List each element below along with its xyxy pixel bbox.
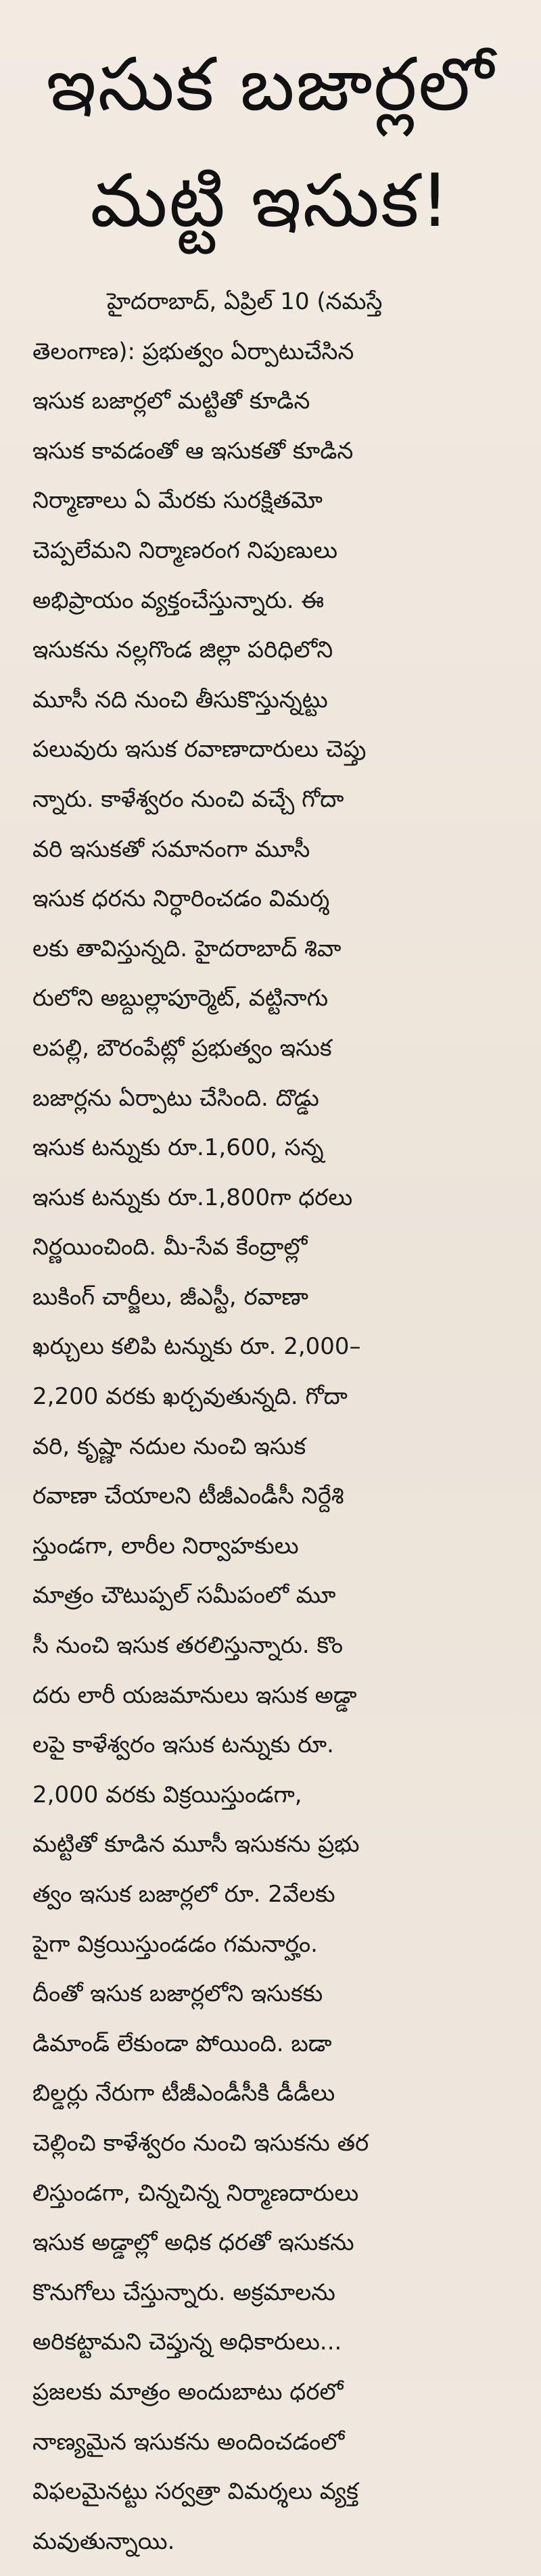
article-line: విఫలమైనట్టు సర్వత్రా విమర్శలు వ్యక్త xyxy=(32,2478,358,2506)
article-line: 2,000 వరకు విక్రయిస్తుండగా, xyxy=(32,1781,302,1808)
article-line: బిల్డర్లు నేరుగా టీజీఎండీసీకి డీడీలు xyxy=(32,2080,335,2107)
article-line: ఇసుక కావడంతో ఆ ఇసుకతో కూడిన xyxy=(32,437,354,465)
article-line: బజార్లను ఏర్పాటు చేసింది. దొడ్డు xyxy=(32,1084,319,1112)
headline-line-1: ఇసుక బజార్లలో xyxy=(46,43,495,127)
article-line: త్వం ఇసుక బజార్లలో రూ. 2వేలకు xyxy=(32,1881,335,1908)
article-line: ఖర్చులు కలిపి టన్నుకు రూ. 2,000– xyxy=(32,1333,361,1361)
article-line: హైదరాబాద్, ఏప్రిల్ 10 (నమస్తే xyxy=(107,288,383,315)
article-line: నిర్ణయించింది. మీ-సేవ కేంద్రాల్లో xyxy=(32,1234,308,1261)
article-line: కొనుగోలు చేస్తున్నారు. అక్రమాలను xyxy=(32,2278,335,2306)
article-line: ఇసుక బజార్లలో మట్టితో కూడిన xyxy=(32,388,310,415)
article-line: మూసీ నది నుంచి తీసుకొస్తున్నట్టు xyxy=(32,686,328,713)
article-line: నాణ్యమైన ఇసుకను అందించడంలో xyxy=(32,2428,345,2456)
article-line: ఇసుక అడ్డాల్లో అధిక ధరతో ఇసుకను xyxy=(32,2229,354,2257)
article-line: ఇసుక టన్నుకు రూ.1,800గా ధరలు xyxy=(32,1184,353,1211)
article-line: లిస్తుండగా, చిన్నచిన్న నిర్మాణదారులు xyxy=(32,2179,359,2207)
article-line: మట్టితో కూడిన మూసీ ఇసుకను ప్రభు xyxy=(32,1831,360,1858)
headline xyxy=(0,0,541,260)
article-line: న్నారు. కాళేశ్వరం నుంచి వచ్చే గోదా xyxy=(32,785,344,813)
article-line: తెలంగాణ): ప్రభుత్వం ఏర్పాటుచేసిన xyxy=(32,337,354,365)
article-line: చెల్లించి కాళేశ్వరం నుంచి ఇసుకను తర xyxy=(32,2129,369,2157)
article-line: 2,200 వరకు ఖర్చవుతున్నది. గోదా xyxy=(32,1383,348,1411)
article-line: సీ నుంచి ఇసుక తరలిస్తున్నారు. కొం xyxy=(32,1632,344,1660)
article-line: రవాణా చేయాలని టీజీఎండీసీ నిర్దేశి xyxy=(32,1482,344,1510)
article-line: డిమాండ్ లేకుండా పోయింది. బడా xyxy=(32,2030,332,2057)
article-line: నిర్మాణాలు ఏ మేరకు సురక్షితమో xyxy=(32,487,323,515)
article-line: లకు తావిస్తున్నది. హైదరాబాద్ శివా xyxy=(32,935,342,962)
article-line: ఇసుకను నల్లగొండ జిల్లా పరిధిలోని xyxy=(32,636,333,664)
article-line: అభిప్రాయం వ్యక్తంచేస్తున్నారు. ఈ xyxy=(32,586,325,614)
article-line: చెప్పలేమని నిర్మాణరంగ నిపుణులు xyxy=(32,536,338,564)
article-line: మవుతున్నాయి. xyxy=(32,2527,175,2555)
article-line: పలువురు ఇసుక రవాణాదారులు చెప్తు xyxy=(32,736,367,764)
article-line: స్తుండగా, లారీల నిర్వాహకులు xyxy=(32,1532,299,1560)
article-line: వరి ఇసుకతో సమానంగా మూసీ xyxy=(32,835,310,863)
article-body xyxy=(32,277,506,2567)
article-line: మాత్రం చౌటుప్పల్ సమీపంలో మూ xyxy=(32,1582,336,1610)
headline-line-2: మట్టి ఇసుక! xyxy=(90,159,451,243)
article-line: దీంతో ఇసుక బజార్లలోని ఇసుకకు xyxy=(32,1980,323,2008)
article-line: బుకింగ్ చార్జీలు, జీఎస్టీ, రవాణా xyxy=(32,1283,308,1311)
article-line: దరు లారీ యజమానులు ఇసుక అడ్డా xyxy=(32,1681,357,1709)
article-line: అరికట్టామని చెప్తున్న అధికారులు... xyxy=(32,2328,342,2356)
article-line: రులోని అబ్దుల్లాపూర్మెట్, వట్టినాగు xyxy=(32,985,329,1012)
article-line: ఇసుక టన్నుకు రూ.1,600, సన్న xyxy=(32,1134,324,1162)
article-line: లపై కాళేశ్వరం ఇసుక టన్నుకు రూ. xyxy=(32,1731,334,1759)
article-line: వరి, కృష్ణా నదుల నుంచి ఇసుక xyxy=(32,1432,306,1460)
article-line: పైగా విక్రయిస్తుండడం గమనార్హం. xyxy=(32,1930,318,1958)
article-line: ప్రజలకు మాత్రం అందుబాటు ధరలో xyxy=(32,2378,344,2406)
article-line: లపల్లి, బౌరంపేట్లో ప్రభుత్వం ఇసుక xyxy=(32,1034,332,1062)
article-line: ఇసుక ధరను నిర్ధారించడం విమర్శ xyxy=(32,885,330,913)
